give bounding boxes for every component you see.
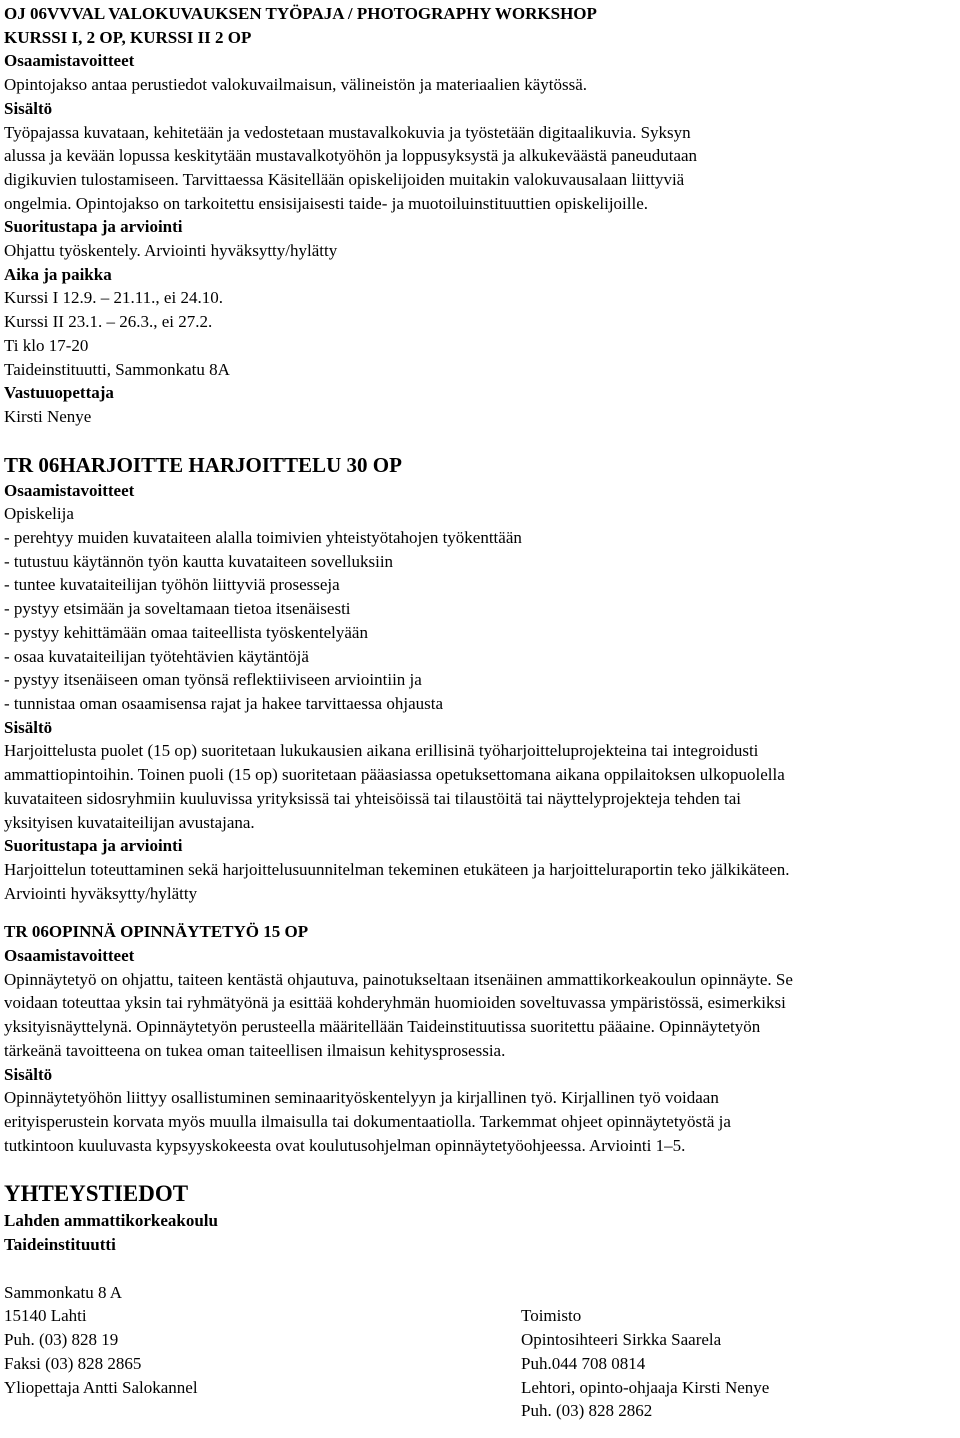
- content-line: erityisperustein korvata myös muulla ilmaisulla tai dokumentaatiolla. Tarkemmat ohjeet opinnäytetyöstä ja: [4, 1111, 731, 1131]
- method-line: Harjoittelun toteuttaminen sekä harjoittelusuunnitelman tekeminen etukäteen ja harjoitteluraportin teko jälkikäteen.: [4, 859, 790, 879]
- contact-title: YHTEYSTIEDOT: [4, 1181, 189, 1207]
- heading-goals: Osaamistavoitteet: [4, 480, 135, 500]
- office-label: Toimisto: [521, 1306, 582, 1326]
- heading-content: Sisältö: [4, 1064, 53, 1084]
- content-line: Opinnäytetyöhön liittyy osallistuminen seminaarityöskentelyyn ja kirjallinen työ. Kirjallinen työ voidaan: [4, 1088, 719, 1108]
- content-line: alussa ja kevään lopussa keskitytään mustavalkotyöhön ja loppusyksystä ja alkukeväästä paneudutaan: [4, 146, 698, 166]
- heading-content: Sisältö: [4, 98, 53, 118]
- head-teacher: Yliopettaja Antti Salokannel: [4, 1377, 198, 1397]
- content-line: tutkintoon kuuluvasta kypsyyskokeesta ovat koulutusohjelman opinnäytetyöohjeessa. Arviointi 1–5.: [4, 1135, 686, 1155]
- phone-number: Puh. (03) 828 19: [4, 1330, 119, 1350]
- goals-line: Opinnäytetyö on ohjattu, taiteen kentästä ohjautuva, painotukseltaan itsenäinen ammattikorkeakoulun opinnäyte. Se: [4, 969, 793, 989]
- content-line: ongelmia. Opintojakso on tarkoitettu ensisijaisesti taide- ja muotoiluinstituuttien opiskelijoille.: [4, 193, 649, 213]
- contact-info: [4, 1281, 958, 1421]
- time-line: Ti klo 17-20: [4, 335, 89, 355]
- goal-item: - perehtyy muiden kuvataiteen alalla toimivien yhteistyötahojen työkenttään: [4, 528, 522, 548]
- content-line: Harjoittelusta puolet (15 op) suoritetaan lukukausien aikana erillisinä työharjoitteluprojekteina tai integroidusti: [4, 741, 759, 761]
- content-line: kuvataiteen sidosryhmiin kuuluvissa yrityksissä tai yhteisöissä tai tilaustöitä tai näyttelyprojekteja tehden tai: [4, 788, 741, 808]
- organization-name: Lahden ammattikorkeakoulu: [4, 1211, 218, 1231]
- secretary-phone: Puh.044 708 0814: [521, 1353, 646, 1373]
- teacher-name: Kirsti Nenye: [4, 406, 92, 426]
- content-line: digikuvien tulostamiseen. Tarvittaessa Käsitellään opiskelijoiden muitakin valokuvausalaan liittyviä: [4, 169, 685, 189]
- goals-line: tärkeänä tavoitteena on tukea oman taiteellisen ilmaisun kehitysprosessia.: [4, 1040, 506, 1060]
- heading-method: Suoritustapa ja arviointi: [4, 217, 183, 237]
- heading-content: Sisältö: [4, 717, 53, 737]
- course-title-thesis: TR 06OPINNÄ OPINNÄYTETYÖ 15 OP: [4, 922, 309, 942]
- time-line: Kurssi II 23.1. – 26.3., ei 27.2.: [4, 312, 213, 332]
- goal-item: - pystyy etsimään ja soveltamaan tietoa itsenäisesti: [4, 599, 351, 619]
- heading-goals: Osaamistavoitteet: [4, 946, 135, 966]
- document-page: [4, 2, 958, 1421]
- goal-item: - tutustuu käytännön työn kautta kuvataiteen sovelluksiin: [4, 551, 394, 571]
- course-title-internship: TR 06HARJOITTE HARJOITTELU 30 OP: [4, 452, 402, 477]
- goal-item: - osaa kuvataiteilijan työtehtävien käytäntöjä: [4, 646, 309, 666]
- heading-method: Suoritustapa ja arviointi: [4, 836, 183, 856]
- course-credits: KURSSI I, 2 OP, KURSSI II 2 OP: [4, 27, 252, 47]
- heading-teacher: Vastuuopettaja: [4, 383, 114, 403]
- goals-line: voidaan toteuttaa yksin tai ryhmätyönä ja esittää kohderyhmän huomioiden soveltuvassa ympäristössä, esimerkiksi: [4, 993, 786, 1013]
- goal-item: - pystyy kehittämään omaa taiteellista työskentelyään: [4, 622, 368, 642]
- time-line: Taideinstituutti, Sammonkatu 8A: [4, 359, 230, 379]
- content-line: Työpajassa kuvataan, kehitetään ja vedostetaan mustavalkokuvia ja työstetään digitaalikuvia. Syksyn: [4, 122, 691, 142]
- heading-time-place: Aika ja paikka: [4, 264, 112, 284]
- time-line: Kurssi I 12.9. – 21.11., ei 24.10.: [4, 288, 223, 308]
- address-street: Sammonkatu 8 A: [4, 1282, 123, 1302]
- method-text: Ohjattu työskentely. Arviointi hyväksytty/hylätty: [4, 241, 338, 261]
- contact-right-column: [521, 1281, 769, 1423]
- goal-item: - tuntee kuvataiteilijan työhön liittyviä prosesseja: [4, 575, 340, 595]
- institute-name: Taideinstituutti: [4, 1235, 116, 1255]
- student-label: Opiskelija: [4, 504, 74, 524]
- address-city: 15140 Lahti: [4, 1306, 87, 1326]
- advisor-name: Lehtori, opinto-ohjaaja Kirsti Nenye: [521, 1377, 770, 1397]
- goal-item: - tunnistaa oman osaamisensa rajat ja hakee tarvittaessa ohjausta: [4, 693, 444, 713]
- contact-left-column: [4, 1281, 198, 1400]
- heading-goals: Osaamistavoitteet: [4, 51, 135, 71]
- goals-line: yksityisnäyttelynä. Opinnäytetyön perusteella määritellään Taideinstituutissa suoritettu pääaine. Opinnäytetyön: [4, 1017, 761, 1037]
- goal-item: - pystyy itsenäiseen oman työnsä reflektiiviseen arviointiin ja: [4, 670, 422, 690]
- fax-number: Faksi (03) 828 2865: [4, 1353, 142, 1373]
- secretary-name: Opintosihteeri Sirkka Saarela: [521, 1330, 722, 1350]
- content-line: yksityisen kuvataiteilijan avustajana.: [4, 812, 255, 832]
- course-title-workshop: OJ 06VVVAL VALOKUVAUKSEN TYÖPAJA / PHOTOGRAPHY WORKSHOP: [4, 4, 597, 23]
- content-line: ammattiopintoihin. Toinen puoli (15 op) suoritetaan pääasiassa opetuksettomana aikana oppilaitoksen ulkopuolella: [4, 765, 785, 785]
- advisor-phone: Puh. (03) 828 2862: [521, 1401, 653, 1421]
- method-line: Arviointi hyväksytty/hylätty: [4, 883, 198, 903]
- goals-text: Opintojakso antaa perustiedot valokuvailmaisun, välineistön ja materiaalien käytössä.: [4, 75, 588, 95]
